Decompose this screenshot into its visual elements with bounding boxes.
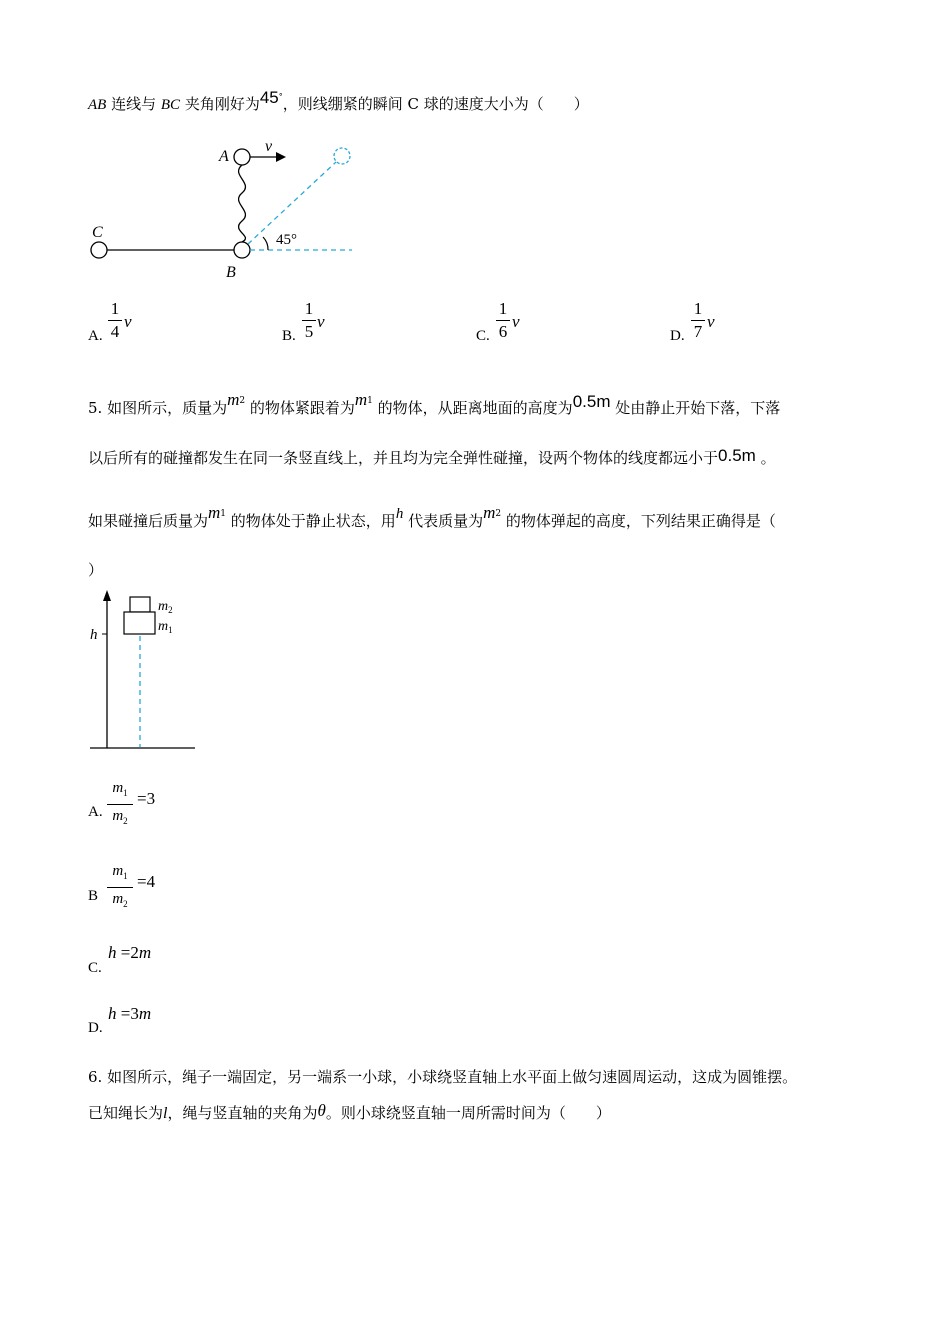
- q5-option-b-fraction: $m_1$ $m_2$: [107, 863, 133, 912]
- q6-l2-theta: θ: [317, 1101, 326, 1120]
- q4-label-angle: 45°: [276, 232, 297, 248]
- q5-label-m1: $m_1$: [158, 619, 173, 635]
- q5-l3-h: h: [395, 506, 404, 522]
- q4-ab: AB: [88, 97, 107, 113]
- q4-option-c-den: 6: [498, 322, 508, 341]
- q4-deg: °: [278, 92, 283, 101]
- q5-l2-h: 0.5m: [718, 446, 756, 465]
- q5-axis-arrowhead: [103, 590, 111, 601]
- q4-option-a-den: 4: [110, 322, 120, 341]
- q5-option-a-fraction: $m_1$ $m_2$: [107, 780, 133, 829]
- q5-l1-d: 处由静止开始下落，下落: [610, 399, 781, 417]
- q5-option-c-expr: h =2m: [108, 943, 152, 962]
- q4-option-a-var: v: [124, 312, 132, 331]
- q5-block-m2: [130, 597, 150, 612]
- q4-angle: 45: [259, 88, 279, 107]
- q5-l2-a: 以后所有的碰撞都发生在同一条竖直线上，并且均为完全弹性碰撞，设两个物体的线度都远小于: [88, 449, 719, 467]
- q4-label-v: v: [265, 138, 273, 155]
- q6-stem-line2: [88, 1103, 611, 1124]
- q5-option-b-letter: B: [88, 888, 99, 904]
- q4-label-c: C: [92, 224, 103, 241]
- q5-l1-h: 0.5m: [572, 392, 611, 411]
- q5-l1-m1: m: [354, 390, 368, 409]
- q4-option-d-num: 1: [693, 299, 703, 318]
- q4-label-a: A: [219, 148, 229, 165]
- q4-option-b-letter: B.: [282, 328, 296, 344]
- q5-l1-m2: m: [227, 390, 240, 409]
- q5-option-d-expr: h =3m: [108, 1004, 152, 1023]
- q5-label-m2: $m_2$: [158, 599, 173, 615]
- q6-stem-line1: 6. 如图所示，绳子一端固定，另一端系一小球，小球绕竖直轴上水平面上做匀速圆周运动，这成为圆锥摆。: [88, 1068, 798, 1086]
- q4-t1: 连线与: [106, 95, 161, 113]
- q5-option-a-value: =3: [137, 789, 156, 808]
- q6-l2-a: 已知绳长为: [88, 1104, 164, 1122]
- q5-l3-d: 的物体弹起的高度，下列结果正确得是（: [501, 512, 776, 530]
- q5-l3-m2: m: [483, 503, 496, 522]
- q4-option-b-num: 1: [304, 299, 314, 318]
- q5-l1-m1sub: 1: [367, 396, 373, 406]
- q5-option-a-letter: A.: [88, 804, 103, 820]
- q5-l3-m1sub: 1: [220, 509, 227, 519]
- q4-bc: BC: [160, 97, 181, 113]
- q5-l1-b: 的物体紧跟着为: [245, 399, 355, 417]
- q5-l3-b: 的物体处于静止状态，用: [226, 512, 396, 530]
- q4-option-b-var: v: [317, 312, 325, 331]
- q5-l3-m2sub: 2: [495, 509, 502, 519]
- q4-t2: 夹角刚好为: [180, 95, 260, 113]
- q6-l2-b: ，绳与竖直轴的夹角为: [167, 1104, 318, 1122]
- q5-l3-m1: m: [208, 503, 221, 522]
- q5-block-m1: [124, 612, 155, 634]
- q4-option-c-num: 1: [498, 299, 508, 318]
- q6-l2-l: l: [163, 1105, 168, 1122]
- q4-option-c-var: v: [512, 312, 520, 331]
- q4-option-d-den: 7: [693, 322, 703, 341]
- q5-l1-m2sub: 2: [239, 396, 246, 406]
- q5-l2-b: 。: [755, 449, 776, 467]
- q5-label-h: h: [90, 627, 98, 643]
- q4-option-a-letter: A.: [88, 328, 103, 344]
- q5-option-b-value: =4: [137, 872, 156, 891]
- q5-l1-a: 5. 如图所示，质量为: [88, 399, 228, 417]
- q4-option-a-num: 1: [110, 299, 120, 318]
- q5-option-d-letter: D.: [88, 1020, 103, 1036]
- q5-l1-c: 的物体，从距离地面的高度为: [372, 399, 573, 417]
- q5-l3-c: 代表质量为: [403, 512, 484, 530]
- q4-option-d-var: v: [707, 312, 715, 331]
- q5-stem-line4: ）: [88, 561, 104, 579]
- q5-option-c-letter: C.: [88, 960, 102, 976]
- q4-t3: ，则线绷紧的瞬间 C 球的速度大小为（ ）: [282, 95, 589, 113]
- q5-l3-a: 如果碰撞后质量为: [88, 512, 209, 530]
- q4-option-c-letter: C.: [476, 328, 490, 344]
- q4-option-b-den: 5: [304, 322, 314, 341]
- q4-label-b: B: [226, 264, 236, 281]
- q4-option-d-letter: D.: [670, 328, 685, 344]
- q6-l2-c: 。则小球绕竖直轴一周所需时间为（ ）: [325, 1104, 611, 1122]
